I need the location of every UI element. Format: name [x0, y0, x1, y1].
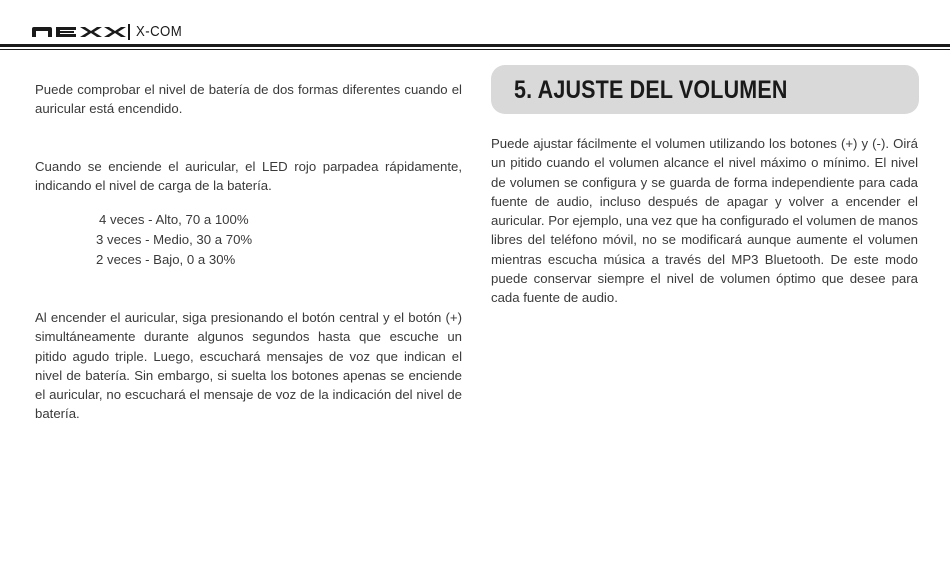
section-title: 5. AJUSTE DEL VOLUMEN: [514, 76, 788, 104]
section-heading-box: [491, 65, 919, 114]
voice-prompt-paragraph: Al encender el auricular, siga presionando el botón central y el botón (+) simultáneamente durante algunos segundos hasta que escuche un pitido agudo triple. Luego, escuchará mensajes de voz que indican el nivel de batería. Sin embargo, si suelta los botones apenas se enciende el auricular, no escuchará el mensaje de voz de la indicación del nivel de batería.: [35, 310, 462, 422]
battery-level-high: 4 veces - Alto, 70 a 100%: [99, 212, 249, 227]
header-title: X-COM: [136, 23, 183, 40]
header-separator: [128, 24, 130, 40]
battery-level-low: 2 veces - Bajo, 0 a 30%: [96, 251, 236, 267]
header-rule-thick: [0, 44, 950, 47]
battery-level-list: [96, 210, 252, 269]
header-rule-thin: [0, 49, 950, 50]
battery-level-medium: 3 veces - Medio, 30 a 70%: [96, 231, 253, 247]
page-header: [0, 0, 950, 50]
nexx-logo-icon: [32, 26, 126, 38]
volume-adjust-paragraph: Puede ajustar fácilmente el volumen utilizando los botones (+) y (-). Oirá un pitido cuando el volumen alcance el nivel máximo o mínimo. El nivel de volumen se configura y se guarda de forma independiente para cada fuente de audio, incluso después de apagar y volver a encender el auricular. Por ejemplo, una vez que ha configurado el volumen de manos libres del teléfono móvil, no se modificará aunque aumente el volumen mientras escucha música a través del MP3 Bluetooth. De este modo puede conservar siempre el nivel de volumen óptimo que desee para cada fuente de audio.: [491, 136, 918, 306]
battery-intro-paragraph: Puede comprobar el nivel de batería de dos formas diferentes cuando el auricular está encendido.: [35, 82, 462, 117]
led-indication-paragraph: Cuando se enciende el auricular, el LED rojo parpadea rápidamente, indicando el nivel de carga de la batería.: [35, 159, 462, 194]
